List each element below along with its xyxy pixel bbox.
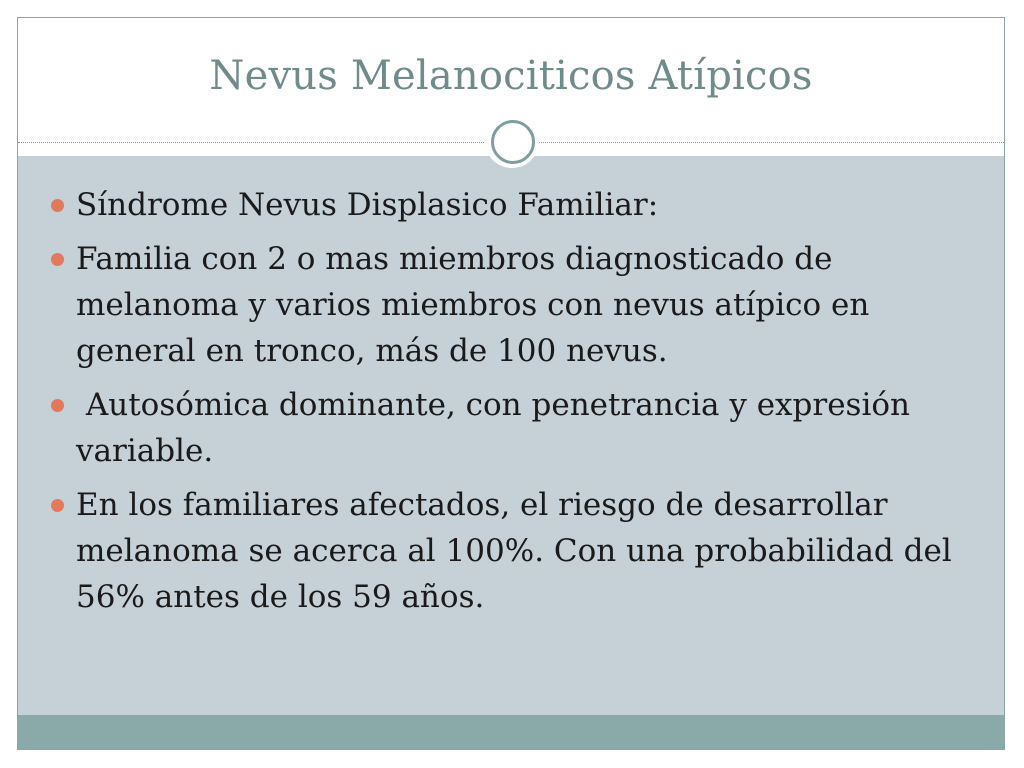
bullet-item (48, 482, 978, 620)
bullet-item (48, 382, 978, 474)
slide (17, 17, 1005, 750)
bullet-icon (51, 499, 64, 512)
divider-ring-inner (491, 120, 535, 164)
bullet-item (48, 182, 978, 228)
bullet-text: En los familiares afectados, el riesgo de desarrollar melanoma se acerca al 100%. Con una probabilidad del 56% antes de los 59 años. (76, 487, 952, 615)
divider-ring-icon (485, 114, 539, 168)
bullet-icon (51, 199, 64, 212)
bullet-text: Familia con 2 o mas miembros diagnosticado de melanoma y varios miembros con nevus atípico en general en tronco, más de 100 nevus. (76, 241, 870, 369)
footer-band (18, 715, 1004, 749)
slide-title: Nevus Melanociticos Atípicos (209, 53, 813, 99)
bullet-text: Síndrome Nevus Displasico Familiar: (76, 187, 659, 223)
bullet-icon (51, 253, 64, 266)
bullet-icon (51, 399, 64, 412)
bullet-list (48, 182, 978, 628)
bullet-text: Autosómica dominante, con penetrancia y expresión variable. (76, 387, 920, 469)
bullet-item (48, 236, 978, 374)
